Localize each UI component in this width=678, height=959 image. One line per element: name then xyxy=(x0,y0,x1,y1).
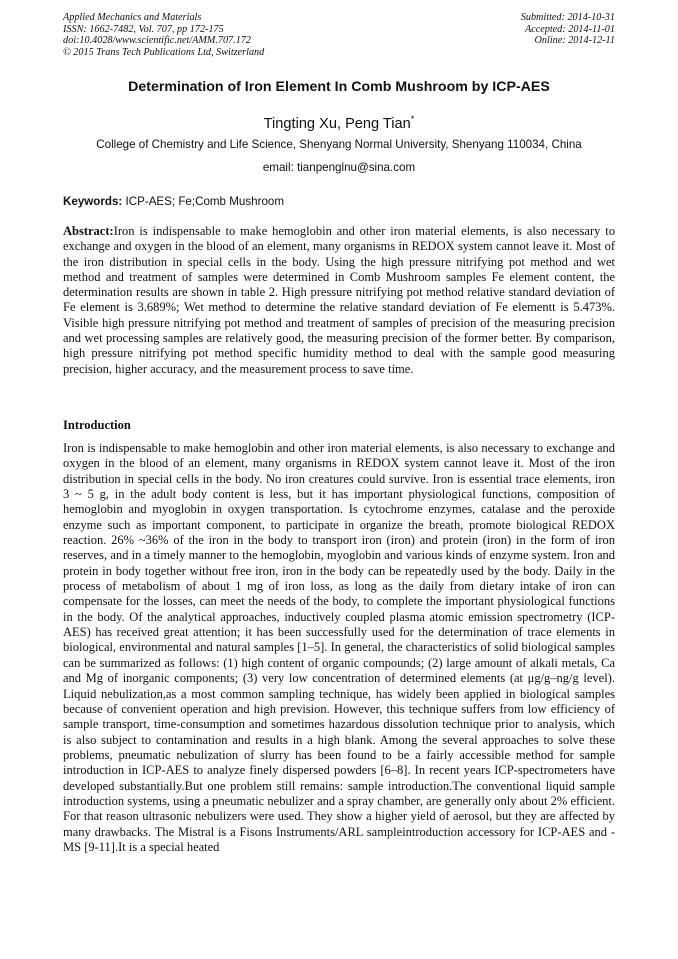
accepted-date: Accepted: 2014-11-01 xyxy=(524,23,615,35)
keywords-label: Keywords: xyxy=(63,195,123,208)
author-email[interactable]: email: tianpenglnu@sina.com xyxy=(262,161,416,174)
keywords-text: ICP-AES; Fe;Comb Mushroom xyxy=(122,195,284,208)
paper-title: Determination of Iron Element In Comb Mushroom by ICP-AES xyxy=(128,79,550,95)
introduction-body: Iron is indispensable to make hemoglobin and other iron material elements, is also necessary to exchange and oxygen in the blood of an element, many organisms in REDOX system cannot leave it. Most of the iron distribution in special cells in the body. No iron creatures could survive. Iron is essential trace elements, iron 3 ~ 5 g, in the adult body content is less, but it has important physiological functions, composition of hemoglobin and myoglobin in oxygen transportation. Is cytochrome enzymes, catalase and the peroxide enzyme such as important component, to participate in organize the breath, promote biological REDOX reaction. 26% ~36% of the iron in the body to transport iron (iron) and protein (iron) in the form of iron reserves, and in a timely manner to the hemoglobin, myoglobin and various kinds of enzyme system. Iron and protein in body together without free iron, iron in the body can be repeatedly used by the body. Daily in the process of metabolism of about 1 mg of iron loss, as long as the daily from dietary intake of iron can compensate for the losses, can meet the needs of the body, to complete the important physiological functions in the body. Of the analytical approaches, inductively coupled plasma atomic emission spectrometry (ICP-AES) has received great attention; it has been successfully used for the determination of trace elements in biological, environmental and natural samples [1–5]. In general, the characteristics of solid biological samples can be summarized as follows: (1) high content of organic compounds; (2) large amount of alkali metals, Ca and Mg of inorganic components; (3) very low concentration of determined elements (at μg/g–ng/g level). Liquid nebulization,as a most common sampling technique, has widely been applied in biological samples because of convenient operation and high prevision. However, this technique suffers from low efficiency of sample transport, time-consumption and sometimes hazardous dissolution technique prior to analysis, which is also subject to contamination and results in a high blank. Among the several approaches to solve these problems, pneumatic nebulization of slurry has been found to be a fairly accessible method for sample introduction in ICP-AES to analyze finely dispersed powders [6–8]. In recent years ICP-spectrometers have developed substantially.But one problem still remains: sample introduction.The conventional liquid sample introduction systems, using a pneumatic nebulizer and a spray chamber, are generally only about 2% efficient. For that reason ultrasonic nebulizers were used. They show a higher yield of aerosol, but they are affected by many drawbacks. The Mistral is a Fisons Instruments/ARL sampleintroduction accessory for ICP-AES and - MS [9-11].It is a special heated xyxy=(63,441,615,854)
submitted-date: Submitted: 2014-10-31 xyxy=(520,12,615,23)
corresponding-author-mark: * xyxy=(410,114,415,124)
issn-line: ISSN: 1662-7482, Vol. 707, pp 172-175 xyxy=(63,23,224,35)
author-names: Tingting Xu, Peng Tian xyxy=(263,115,411,132)
journal-header-left xyxy=(63,12,264,58)
copyright-line: © 2015 Trans Tech Publications Ltd, Switzerland xyxy=(63,46,265,58)
abstract-text: Iron is indispensable to make hemoglobin and other iron material elements, is also necessary to exchange and oxygen in the blood of an element, many organisms in REDOX system cannot leave it. Most of the iron distribution in special cells in the body. Using the high pressure nitrifying pot method and wet method and treatment of samples were determined in Comb Mushroom samples Fe element content, the determination results are shown in table 2. High pressure nitrifying pot method relative standard deviation of Fe element is 3.689%; Wet method to determine the relative standard deviation of Fe elementt is 5.473%. Visible high pressure nitrifying pot method and treatment of samples of precision of the measuring precision and wet processing samples are relatively good, the measuring precision of the former better. By comparison, high pressure nitrifying pot method specific humidity method to deal with the sample good measuring precision, higher accuracy, and the measurement process to save time. xyxy=(63,224,615,376)
abstract-section xyxy=(63,224,615,377)
online-date: Online: 2014-12-11 xyxy=(534,35,615,47)
affiliation: College of Chemistry and Life Science, Shenyang Normal University, Shenyang 110034, China xyxy=(96,138,582,151)
journal-name: Applied Mechanics and Materials xyxy=(63,12,202,23)
introduction-heading: Introduction xyxy=(63,418,131,432)
keywords-section xyxy=(63,195,615,208)
journal-header-right xyxy=(521,12,615,47)
author-line xyxy=(0,114,678,132)
doi-line[interactable]: doi:10.4028/www.scientific.net/AMM.707.172 xyxy=(63,35,251,47)
abstract-label: Abstract: xyxy=(63,224,114,238)
